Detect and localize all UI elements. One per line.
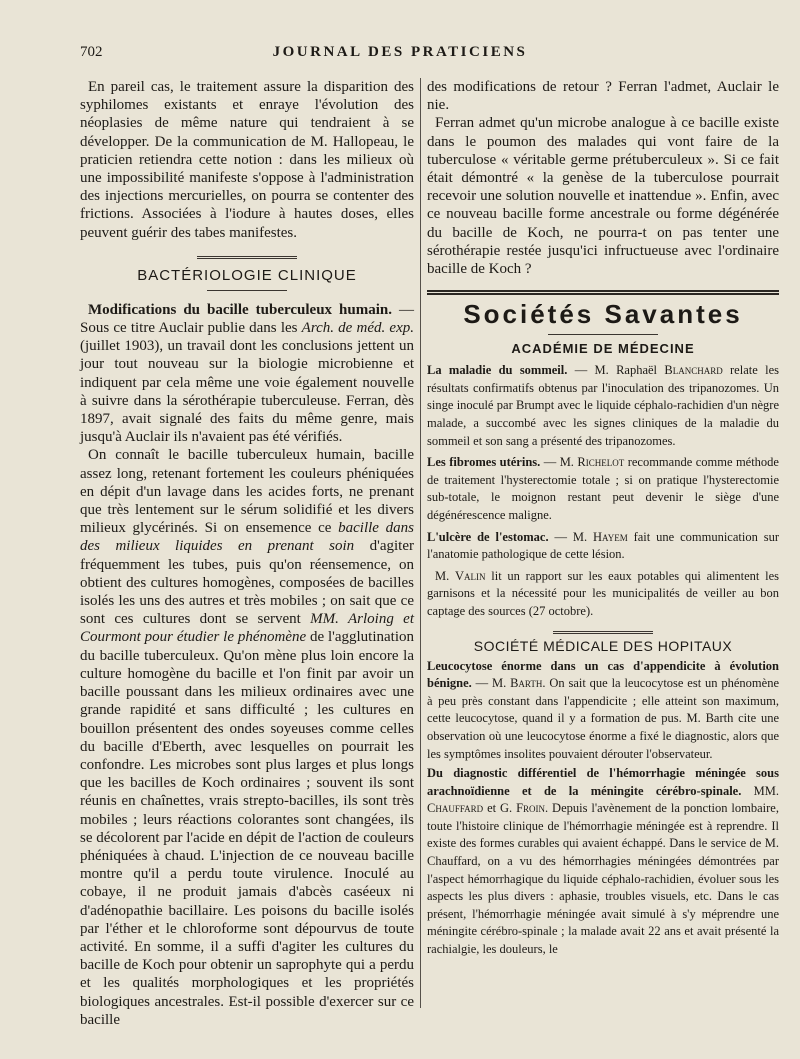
section-separator xyxy=(197,256,297,259)
paragraph-ferran: Ferran admet qu'un microbe analogue à ce bacille existe dans le poumon des malades qui vont faire de la tuberculose « véritable germe prétuberculeux ». Si ce fait était démontré « la genèse de la tuberculose pourrait recevoir une solution nouvelle et inattendue ». Enfin, avec ce nouveau bacille forme ancestrale ou forme dégénérée du bacille de Koch, ne pourra-t on pas tenter une sérothérapie restée jusqu'ici infructueuse avec l'ordinaire bacille de Koch ? xyxy=(427,115,779,278)
page-number: 702 xyxy=(80,44,103,60)
section-separator-hopitaux xyxy=(553,631,653,634)
journal-reference: Arch. de méd. exp. xyxy=(301,320,414,337)
entry-hemorrhagie: Du diagnostic différentiel de l'hémorrhagie méningée sous arachnoïdienne et de la méningite cérébro-spinale. MM. Chauffard et G. Froin. Depuis l'avènement de la ponction lombaire, toute l'histoire clinique de l'hémorrhagie méningée est à reprendre. Il existe des formes curables qui avaient échappé. Dans le service de M. Chauffard, on a vu des hémorrhagies méningées démontrées par l'aspect hémorrhagique du liquide céphalo-rachidien, évoluer sous les aspects les plus divers : aphasie, troubles visuels, etc. Dans le cas présent, l'hémorrhagie méningée avait simulé à s'y méprendre une méningite cérébro-spinale ; la malade avait 22 ans et avait présenté la rachialgie, les douleurs, le xyxy=(427,766,779,957)
article-title-bacille: Modifications du bacille tuberculeux humain. xyxy=(88,301,392,318)
academie-title: ACADÉMIE DE MÉDECINE xyxy=(511,341,695,357)
societes-savantes-title: Sociétés Savantes xyxy=(463,299,743,330)
entry-valin: M. Valin lit un rapport sur les eaux potables qui alimentent les garnisons et la nécessité pour les municipalités de veiller au bon captage des sources (27 octobre). xyxy=(427,568,779,618)
title-underline xyxy=(548,334,658,335)
column-divider xyxy=(420,78,421,1008)
section-underline xyxy=(207,290,287,291)
societes-rule xyxy=(427,290,779,295)
journal-title: JOURNAL DES PRATICIENS xyxy=(272,44,528,60)
entry-ulcere: L'ulcère de l'estomac. — M. Hayem fait une communication sur l'anatomie pathologique de cette lésion. xyxy=(427,529,779,562)
paragraph-bacille-tuberculeux: On connaît le bacille tuberculeux humain, bacille assez long, retenant fortement les couleurs phéniquées en dépit d'un lavage dans les acides forts, ne prenant que très lentement sur le sérum solidifié et les divers milieux glycérinés. Si on ensemence ce bacille dans des milieux liquides en prenant soin d'agiter fréquemment les tubes, puis qu'on réensemence, on obtient des cultures homogènes, composées de bacilles isolés les uns des autres et très mobiles ; on sait que ce sont ces cultures dont se servent MM. Arloing et Courmont pour étudier le phénomène de l'agglutination du bacille tuberculeux. Qu'on mène plus loin encore la culture homogène du bacille et l'on finit par avoir un bacille poussant dans les milieux ordinaires avec une grande rapidité et sans difficulté ; les cultures en bouillon présentent des ondes soyeuses comme celles du bacille d'Eberth, avec lesquelles on pourrait les confondre. Les microbes sont plus larges et plus longs que les bacilles de Koch ordinaires ; souvent ils sont réunis en chaînettes, vrais strepto-bacilles, ils sont très mobiles ; leurs réactions colorantes sont changées, ils se décolorent par l'acide en dépit de l'action de couleurs phéniquées à chaud. L'injection de ce nouveau bacille montre qu'il a perdu toute virulence. Inoculé au cobaye, il ne produit jamais d'abcès caséeux ni d'adénopathie bacillaire. Les poisons du bacille isolés par l'éther et le chloroforme sont dépourvus de toute activité. En somme, il a suffi d'agiter les cultures du bacille de Koch pour obtenir un saprophyte qui a perdu et les qualités morphologiques et les propriétés biologiques ancestrales. Est-il possible d'exercer sur ce bacille xyxy=(80,447,415,1028)
entry-maladie-sommeil: La maladie du sommeil. — M. Raphaël Blanchard relate les résultats confirmatifs obtenus par l'inoculation des tripanozomes. Un singe inoculé par Brumpt avec le liquide céphalo-rachidien d'un nègre malade, a succombé avec les signes cliniques de la maladie du sommeil et son sang a présenté des tripanozomes. xyxy=(427,363,779,448)
paragraph-ferran-auclair: des modifications de retour ? Ferran l'admet, Auclair le nie. xyxy=(427,79,779,114)
paragraph-modifications: Modifications du bacille tuberculeux humain. — Sous ce titre Auclair publie dans les Arch. de méd. exp. (juillet 1903), un travail dont les conclusions jettent un jour tout nouveau sur la biologie microbienne et indiquent par cela même une voie également nouvelle à suivre dans la sérothérapie tuberculeuse. Ferran, dès 1897, avait signalé des faits du même genre, mais jusqu'à Auclair ils n'avaient pas été vérifiés. xyxy=(80,301,414,446)
left-column xyxy=(80,78,414,1029)
right-column xyxy=(427,78,779,959)
entry-fibromes: Les fibromes utérins. — M. Richelot recommande comme méthode de traitement l'hysterectomie totale ; si on pratique l'hysterectomie sub-totale, le moignon restant peut devenir le siège d'une dégénérescence maligne. xyxy=(427,455,779,522)
paragraph-hallopeau: En pareil cas, le traitement assure la disparition des syphilomes existants et enraye l'évolution des néoplasies de même nature qui tendraient à se développer. De la communication de M. Hallopeau, le praticien retiendra cette notion : dans les milieux où une impossibilité manifeste s'oppose à l'administration des injections mercurielles, on pourra se contenter des frictions. Associées à l'iodure à hautes doses, elles peuvent guérir des tabes manifestes. xyxy=(80,79,414,241)
entry-leucocytose: Leucocytose énorme dans un cas d'appendicite à évolution bénigne. — M. Barth. On sait que la leucocytose est un phénomène à peu près constant dans l'appendicite ; elle atteint son maximum, cette leucocytose, quand il y a formation de pus. M. Barth cite une observation où une leucocytose énorme a fixé le diagnostic, alors que les symptômes insolites pouvaient dérouter l'observateur. xyxy=(427,658,779,761)
page-header xyxy=(0,44,800,66)
hopitaux-title: SOCIÉTÉ MÉDICALE DES HOPITAUX xyxy=(473,637,733,654)
section-title-bacteriologie: BACTÉRIOLOGIE CLINIQUE xyxy=(137,266,357,284)
